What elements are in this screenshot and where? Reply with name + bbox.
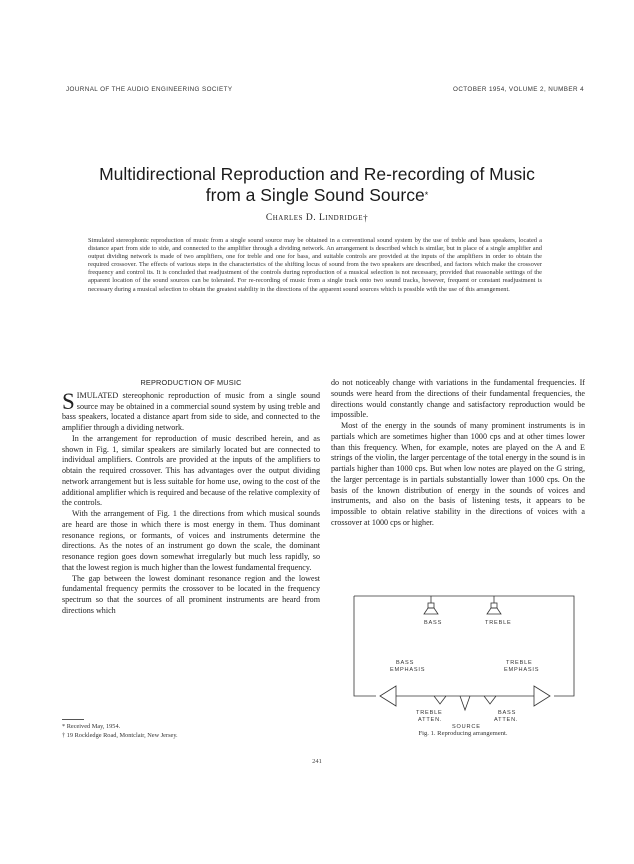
- drop-cap: S: [62, 388, 75, 414]
- treble-amplifier-icon: [534, 686, 550, 706]
- treble-label: TREBLE: [485, 620, 512, 626]
- title-footnote-mark: *: [424, 190, 429, 200]
- author-byline: [0, 213, 634, 223]
- title-line-2-text: from a Single Sound Source: [205, 185, 425, 205]
- source-label: SOURCE: [452, 724, 481, 730]
- paragraph-text: IMULATED stereophonic reproduction of music from a single sound source may be obtained in a commercial sound system by using treble and bass speakers, located a distance apart from side to side, and connected to the amplifier through a dividing network.: [62, 390, 320, 432]
- footnote-received: * Received May, 1954.: [62, 723, 121, 730]
- right-column: [331, 378, 585, 529]
- section-heading: REPRODUCTION OF MUSIC: [140, 378, 242, 387]
- treble-atten-knob: [434, 696, 446, 704]
- title-line-1: Multidirectional Reproduction and Re-recording of Music: [99, 164, 535, 184]
- paper-title: [0, 164, 634, 206]
- bass-atten-knob: [484, 696, 496, 704]
- author-footnote-mark: †: [363, 213, 369, 223]
- footnotes: [62, 719, 322, 740]
- left-speaker-wire: [354, 596, 376, 696]
- treble-atten-label-2: ATTEN.: [418, 717, 443, 723]
- bass-amplifier-icon: [380, 686, 396, 706]
- figure-1-diagram: [348, 592, 578, 740]
- bass-atten-label-1: BASS: [498, 710, 517, 716]
- bass-label: BASS: [424, 620, 443, 626]
- left-column: [62, 378, 320, 617]
- bass-emphasis-label-2: EMPHASIS: [390, 667, 426, 673]
- figure-caption: Fig. 1. Reproducing arrangement.: [418, 730, 508, 737]
- paragraph: In the arrangement for reproduction of music described herein, and as shown in Fig. 1, similar speakers are similarly located but are connected to individual amplifiers. Controls are provided at the inputs of the amplifiers to obtain the required crossover. This has advantages over the output dividing network arrangement but is less suitable for home use, owing to the cost of the additional amplifier which is required and because of the relative complexity of the controls.: [62, 433, 320, 508]
- paragraph: The gap between the lowest dominant resonance region and the lowest fundamental frequency permits the crossover to be located in the frequency spectrum so that the sources of all prominent instruments are heard from directions which: [62, 573, 320, 615]
- footnote-address: † 19 Rockledge Road, Montclair, New Jersey.: [62, 732, 178, 739]
- bass-atten-label-2: ATTEN.: [494, 717, 519, 723]
- bass-speaker-icon: [424, 596, 438, 614]
- paragraph: Most of the energy in the sounds of many prominent instruments is in partials which are sometimes higher than 1000 cps and at other times lower than this frequency. When, for example, notes are played on the A and E strings of the violin, the larger percentage of the total energy in the sound is in partials higher than 1000 cps. But when low notes are played on the G string, the larger percentage is in partials substantially lower than 1000 cps. On the basis of the known distribution of energy in the sounds of voices and instruments, and also on the basis of listening tests, it appears to be impossible to obtain relative stability in the directions of voices with a crossover at 1000 cps or higher.: [331, 421, 585, 527]
- right-speaker-wire: [354, 596, 574, 696]
- paragraph: do not noticeably change with variations in the fundamental frequencies. If sounds were heard from the directions of their fundamental frequencies, the directions would constantly change and satisfactory reproduction would be impossible.: [331, 378, 585, 420]
- title-line-2: [0, 185, 634, 206]
- footnote-rule: [62, 719, 84, 720]
- treble-emphasis-label-1: TREBLE: [506, 660, 533, 666]
- page-number: 241: [312, 758, 322, 765]
- paragraph: [62, 388, 320, 434]
- journal-header: JOURNAL OF THE AUDIO ENGINEERING SOCIETY: [66, 86, 233, 93]
- treble-emphasis-label-2: EMPHASIS: [504, 667, 540, 673]
- source-icon: [460, 696, 470, 710]
- bass-emphasis-label-1: BASS: [396, 660, 415, 666]
- paragraph: With the arrangement of Fig. 1 the directions from which musical sounds are heard are those in which there is most energy in them. Thus dominant resonance regions, or formants, of voices and instruments determine the directions. As the notes of an instrument go down the scale, the dominant resonance region goes down somewhat irregularly but much less rapidly, so that the lowest region is much higher than the lowest fundamental frequency.: [62, 509, 320, 572]
- abstract: Simulated stereophonic reproduction of music from a single sound source may be obtained in a conventional sound system by the use of treble and bass speakers, located a distance apart from side to side, and connected to the amplifier through a dividing network. An arrangement is described which is similar, but in place of a single amplifier and output dividing network is made of two amplifiers, one for treble and one for bass, and suitable controls are provided at the inputs of the amplifiers in order to obtain the required crossover. The effects of various steps in the characteristics of the shifting locus of sound from the two speakers are described, and factors which make the crossover frequency and control its. It is concluded that readjustment of the controls during reproduction of a musical selection is not necessary, provided that reasonable settings of the apparent location of the sound sources can be tolerated. For re-recording of music from a single track onto two sound tracks, however, frequent or constant readjustment is necessary during a musical selection to obtain the greatest stability in the directions of the apparent sound sources which is possible with the use of this arrangement.: [88, 237, 542, 293]
- issue-header: OCTOBER 1954, VOLUME 2, NUMBER 4: [453, 86, 584, 93]
- treble-atten-label-1: TREBLE: [416, 710, 443, 716]
- author-name: Charles D. Lindridge: [265, 213, 364, 223]
- treble-speaker-icon: [487, 596, 501, 614]
